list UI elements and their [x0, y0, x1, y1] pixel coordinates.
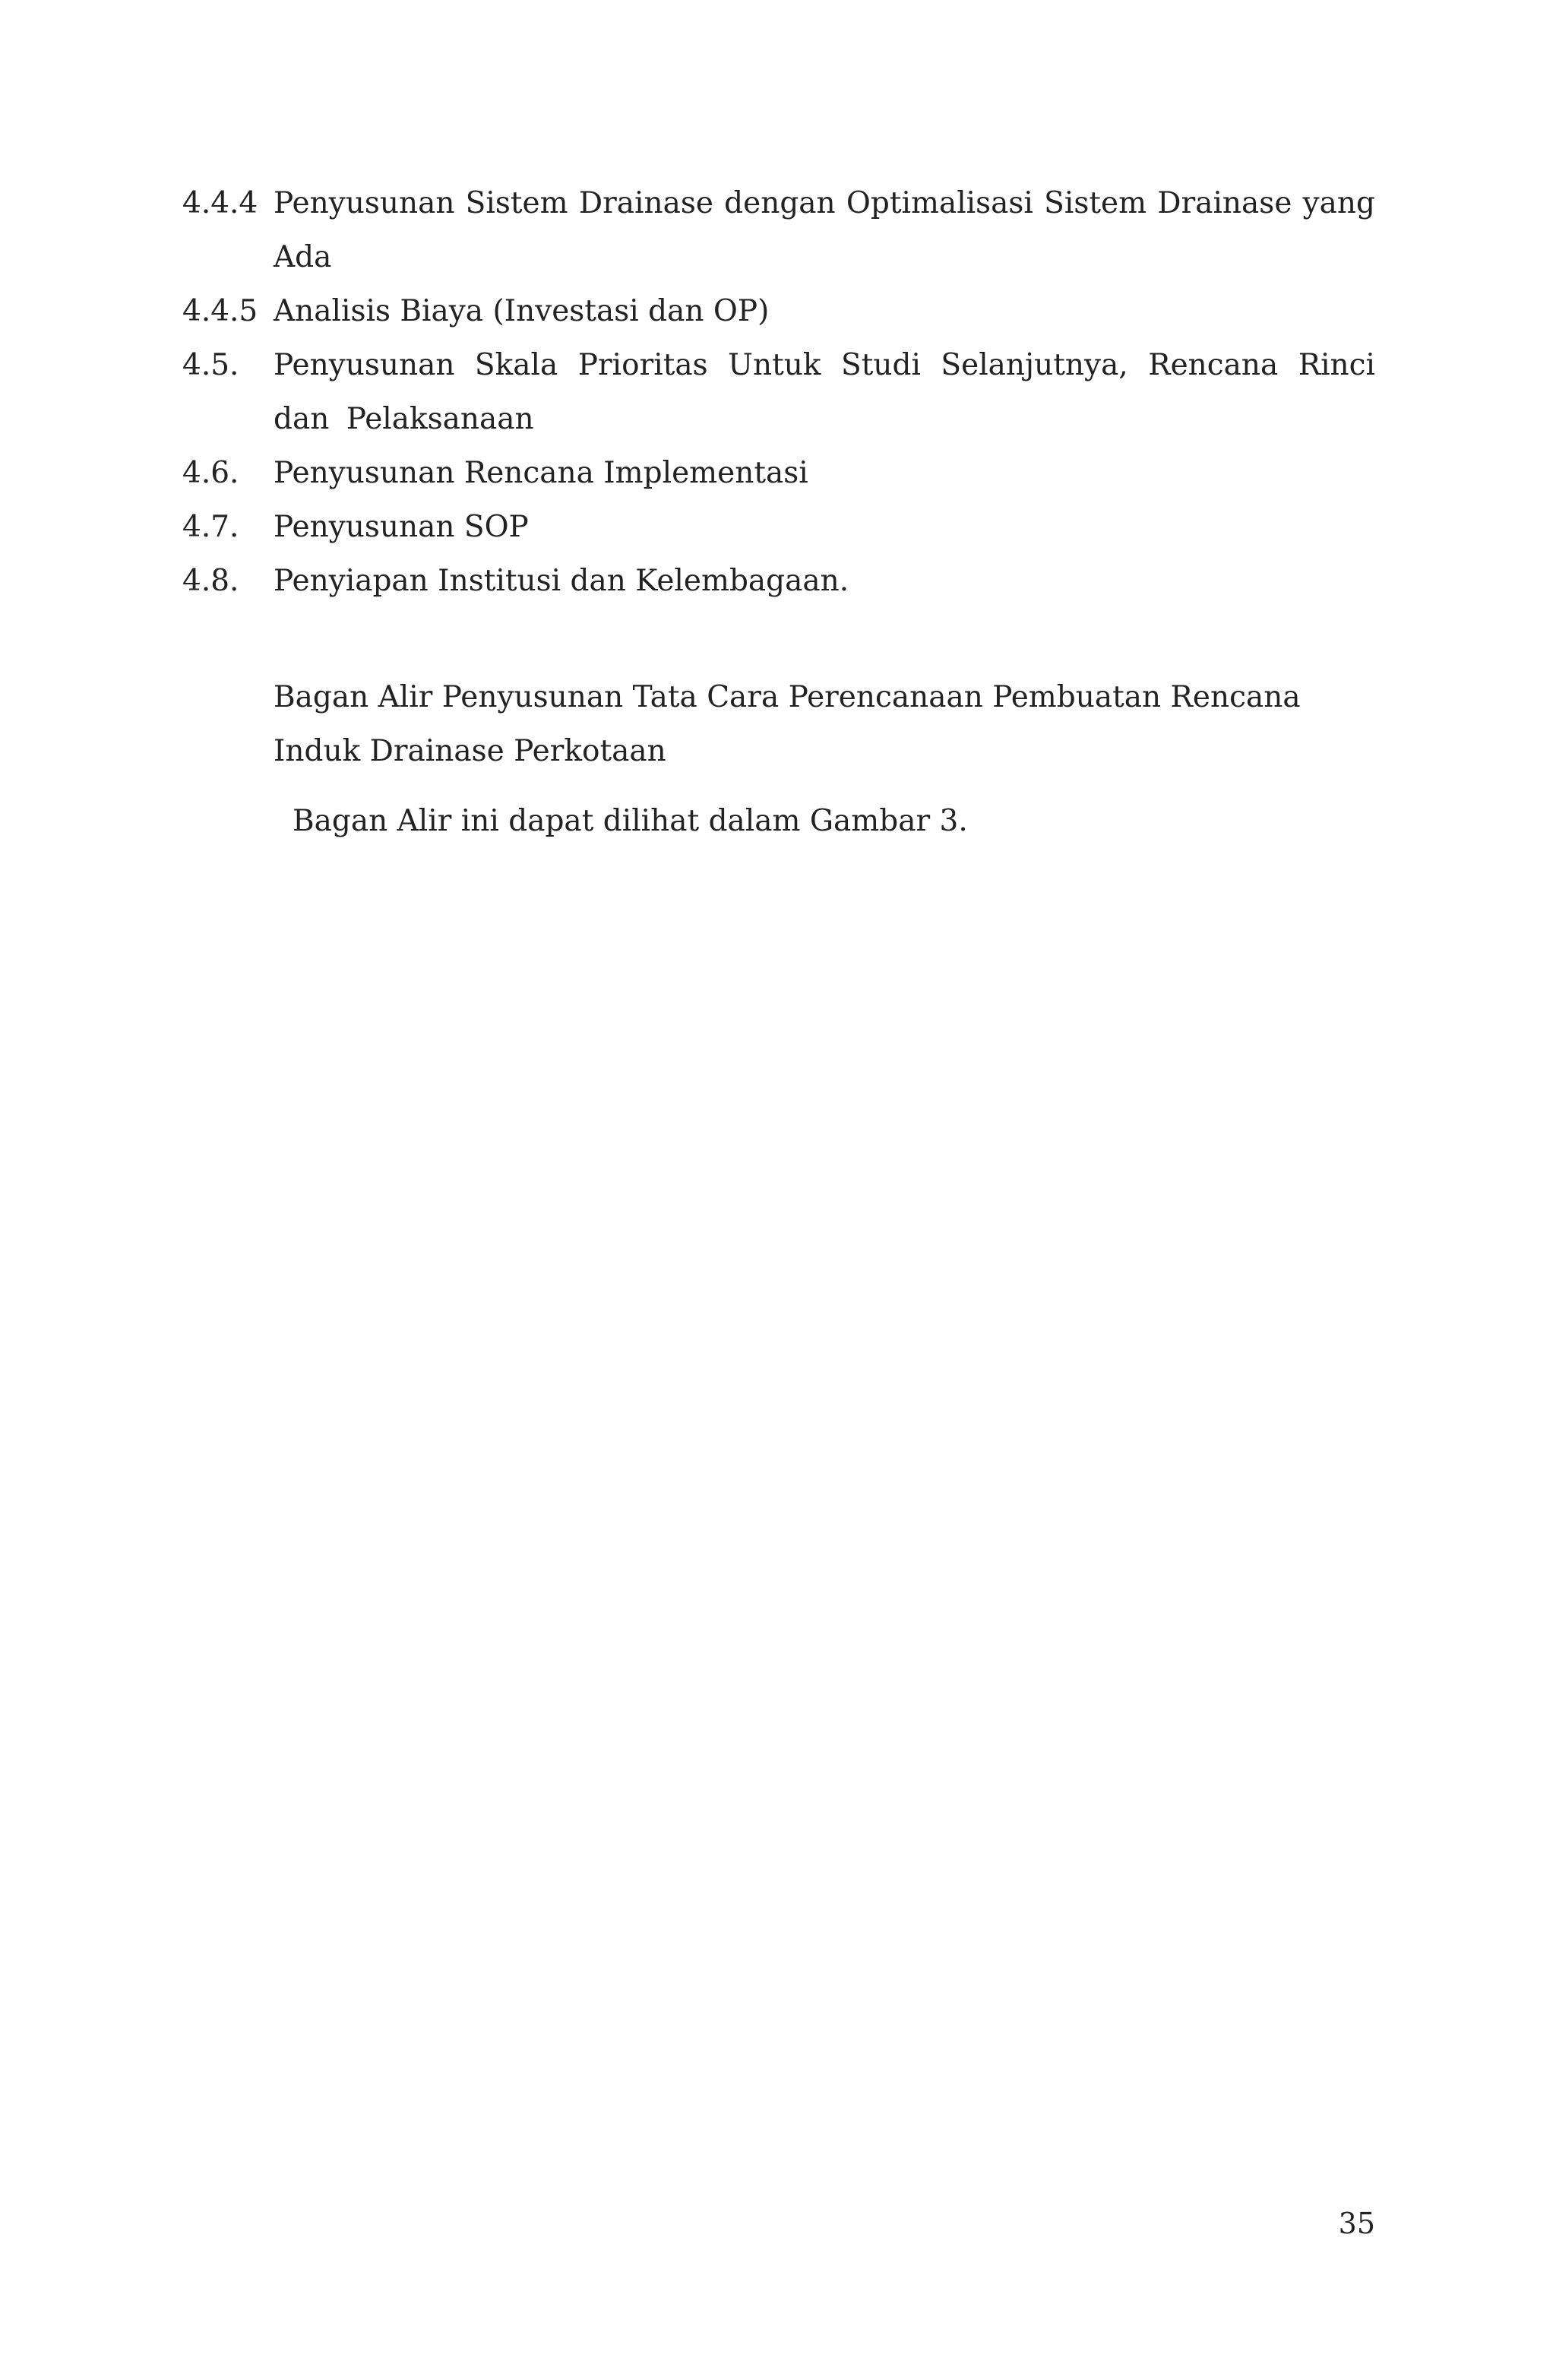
toc-item-4-7 [182, 500, 1375, 554]
toc-number: 4.7. [182, 510, 239, 544]
toc-text: Analisis Biaya (Investasi dan OP) [274, 294, 770, 328]
flowchart-heading-paragraph: Bagan Alir Penyusunan Tata Cara Perencanaan Pembuatan Rencana Induk Drainase Perkotaan [274, 680, 1301, 768]
toc-list [182, 176, 1375, 608]
flowchart-reference-paragraph: Bagan Alir ini dapat dilihat dalam Gambar 3. [293, 804, 968, 838]
toc-item-4-8 [182, 554, 1375, 608]
toc-item-4-5 [182, 338, 1375, 446]
toc-item-4-6 [182, 446, 1375, 500]
toc-text: Penyusunan Skala Prioritas Untuk Studi Selanjutnya, Rencana Rinci dan Pelaksanaan [274, 348, 1375, 436]
toc-number: 4.4.5 [182, 294, 258, 328]
toc-number: 4.5. [182, 348, 239, 382]
toc-number: 4.4.4 [182, 186, 258, 220]
toc-text: Penyusunan SOP [274, 510, 529, 544]
page-number: 35 [1338, 2207, 1375, 2240]
toc-number: 4.8. [182, 564, 239, 598]
toc-text: Penyusunan Rencana Implementasi [274, 456, 808, 490]
toc-number: 4.6. [182, 456, 239, 490]
toc-text: Penyusunan Sistem Drainase dengan Optimalisasi Sistem Drainase yang Ada [274, 186, 1375, 274]
toc-text: Penyiapan Institusi dan Kelembagaan. [274, 564, 849, 598]
toc-item-4-4-4 [182, 176, 1375, 284]
toc-item-4-4-5 [182, 284, 1375, 338]
